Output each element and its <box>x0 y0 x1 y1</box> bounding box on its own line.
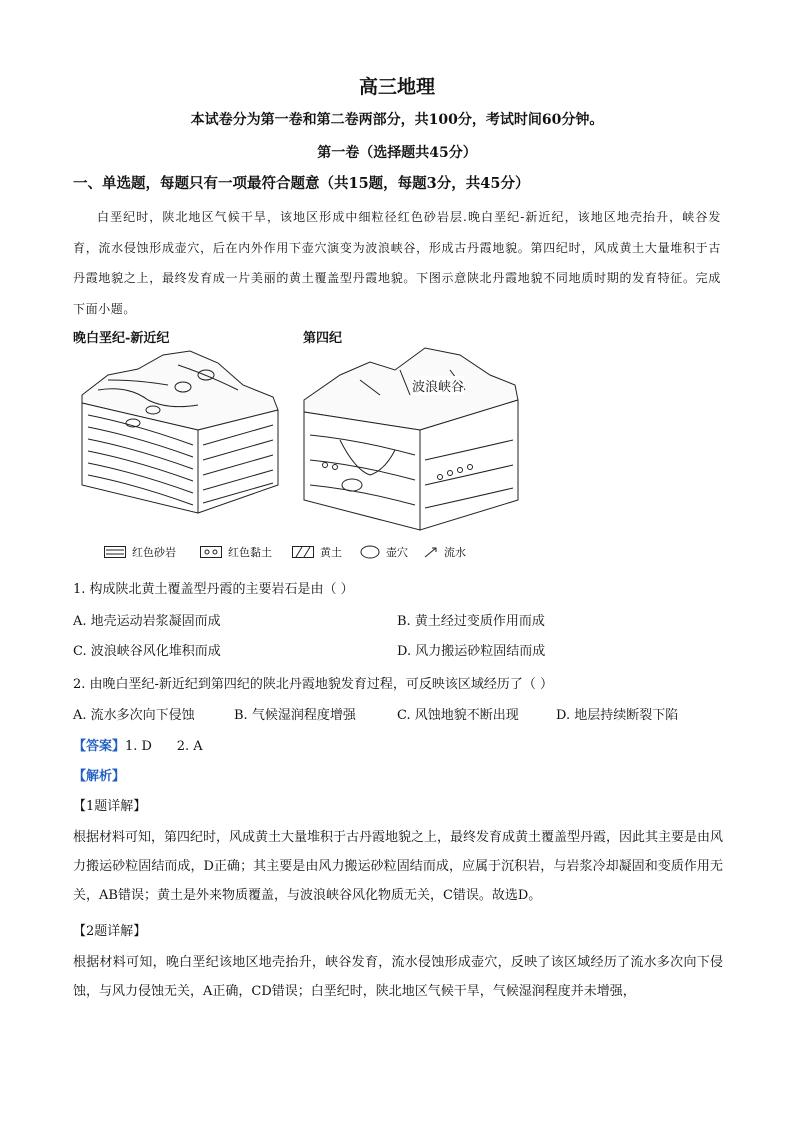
q2-detail-heading: 【2题详解】 <box>73 924 147 939</box>
legend-pothole <box>360 544 408 560</box>
late-cretaceous-block-diagram <box>78 345 283 525</box>
q2-detail-text: 根据材料可知，晚白垩纪该地区地壳抬升，峡谷发育，流水侵蚀形成壶穴，反映了该区域经历了流水多次向下侵蚀，与风力侵蚀无关，A正确，CD错误；白垩纪时，陕北地区气候干旱，气候湿润程度并未增强， <box>73 955 723 999</box>
page-title: 高三地理 <box>358 76 435 98</box>
running-water-arrow-icon <box>424 546 438 558</box>
legend-red-sandstone <box>104 544 176 560</box>
legend-label: 黄土 <box>320 546 342 559</box>
question-2-option-b: B. 气候湿润程度增强 <box>234 708 356 723</box>
exam-instructions: 本试卷分为第一卷和第二卷两部分，共100分，考试时间60分钟。 <box>190 112 604 128</box>
question-1-option-d: D. 风力搬运砂粒固结而成 <box>397 644 546 659</box>
legend-running-water <box>424 544 466 560</box>
legend-label: 流水 <box>444 546 466 559</box>
question-1-stem: 1. 构成陕北黄土覆盖型丹霞的主要岩石是由（ ） <box>73 582 354 597</box>
question-1-option-a: A. 地壳运动岩浆凝固而成 <box>73 614 221 629</box>
answer-line <box>73 735 203 754</box>
red-sandstone-swatch-icon <box>104 546 126 558</box>
quaternary-block-diagram <box>300 340 525 535</box>
legend-label: 壶穴 <box>386 546 408 559</box>
analysis-line <box>73 765 125 784</box>
loess-swatch-icon <box>292 546 314 558</box>
question-1-option-b: B. 黄土经过变质作用而成 <box>397 614 545 629</box>
section-heading: 一、单选题，每题只有一项最符合题意（共15题，每题3分，共45分） <box>73 175 530 192</box>
question-1-option-c: C. 波浪峡谷风化堆积而成 <box>73 644 221 659</box>
legend-label: 红色砂岩 <box>132 546 176 559</box>
legend-loess <box>292 544 342 560</box>
reading-passage: 白垩纪时，陕北地区气候干旱，该地区形成中细粒径红色砂岩层.晚白垩纪-新近纪，该地区地壳抬升，峡谷发育，流水侵蚀形成壶穴，后在内外作用下壶穴演变为波浪峡谷，形成古丹霞地貌。第四纪时，风成黄土大量堆积于古丹霞地貌之上，最终发育成一片美丽的黄土覆盖型丹霞地貌。下图示意陕北丹霞地貌不同地质时期的发育特征。完成下面小题。 <box>73 210 721 316</box>
red-clay-swatch-icon <box>200 546 222 558</box>
legend-red-clay <box>200 544 272 560</box>
question-2-option-c: C. 风蚀地貌不断出现 <box>397 708 519 723</box>
figure-right-label: 第四纪 <box>303 331 343 346</box>
q1-detail-text: 根据材料可知，第四纪时，风成黄土大量堆积于古丹霞地貌之上，最终发育成黄土覆盖型丹霞，因此其主要是由风力搬运砂粒固结而成，D正确；其主要是由风力搬运砂粒固结而成，应属于沉积岩，与岩浆冷却凝固和变质作用无关，AB错误；黄土是外来物质覆盖，与波浪峡谷风化物质无关，C错误。故选D。 <box>73 830 724 903</box>
answer-text: 1. D 2. A <box>125 739 203 754</box>
pothole-swatch-icon <box>360 545 380 559</box>
volume-title: 第一卷（选择题共45分） <box>317 145 477 161</box>
question-2-option-a: A. 流水多次向下侵蚀 <box>73 708 195 723</box>
q1-detail-heading: 【1题详解】 <box>73 799 147 814</box>
answer-tag: 【答案】 <box>73 739 126 754</box>
analysis-tag: 【解析】 <box>73 769 126 784</box>
wave-canyon-label: 波浪峡谷 <box>412 376 464 395</box>
figure-left-label: 晚白垩纪-新近纪 <box>73 331 170 346</box>
question-2-option-d: D. 地层持续断裂下陷 <box>556 708 679 723</box>
legend-label: 红色黏土 <box>228 546 272 559</box>
question-2-stem: 2. 由晚白垩纪-新近纪到第四纪的陕北丹霞地貌发育过程，可反映该区域经历了（ ） <box>73 677 554 692</box>
